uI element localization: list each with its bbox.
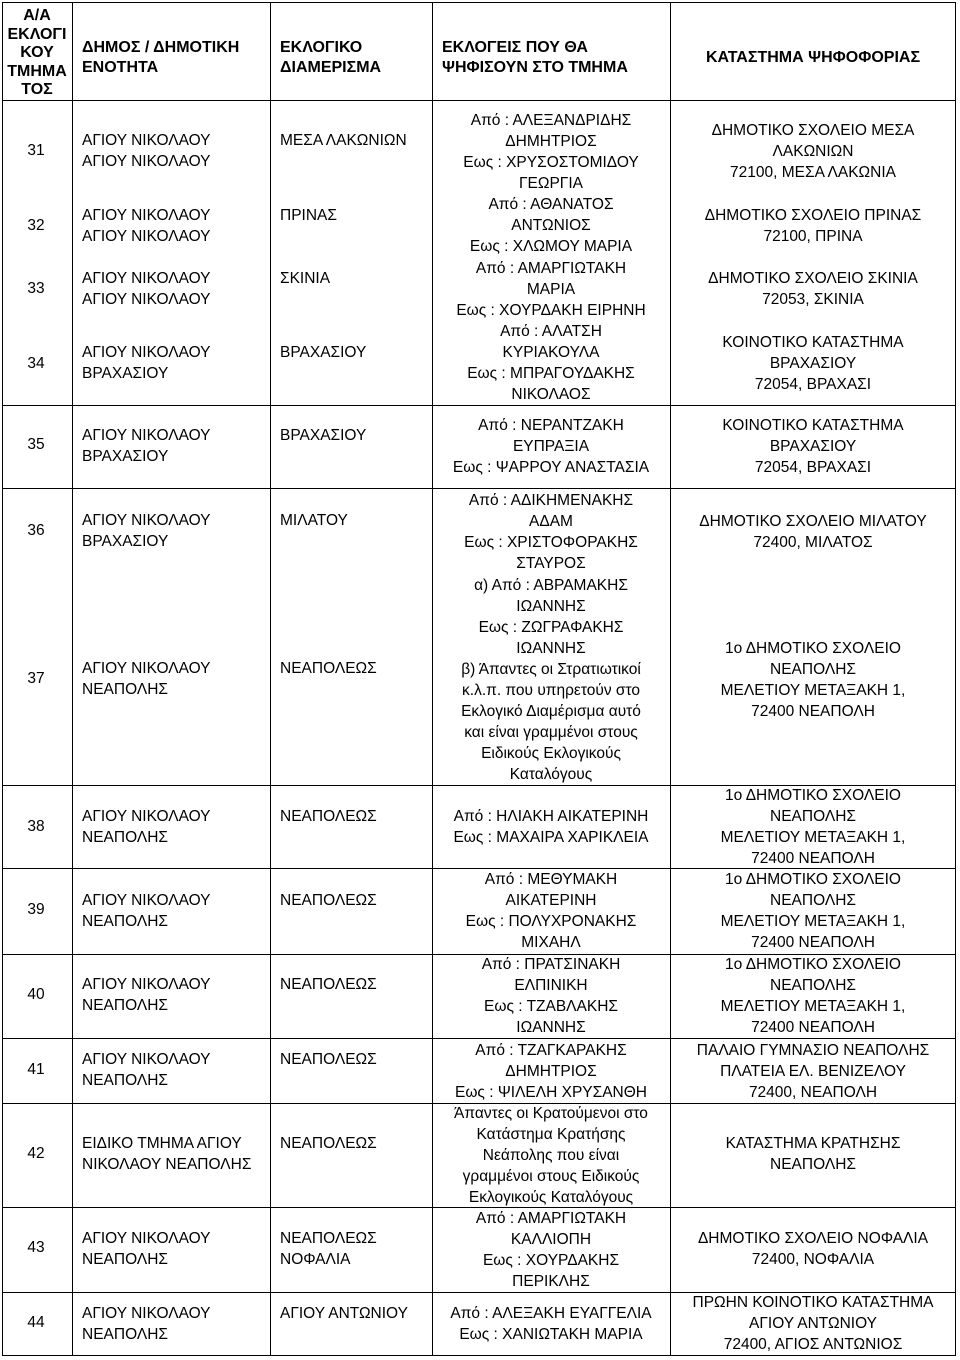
- row-number: 38: [27, 818, 45, 835]
- municipality-cell: ΑΓΙΟΥ ΝΙΚΟΛΑΟΥ ΑΓΙΟΥ ΝΙΚΟΛΑΟΥ: [82, 270, 211, 308]
- district-cell: ΝΕΑΠΟΛΕΩΣ: [280, 976, 377, 993]
- municipality-cell: ΑΓΙΟΥ ΝΙΚΟΛΑΟΥ ΝΕΑΠΟΛΗΣ: [82, 1305, 211, 1343]
- polling-station-cell: ΚΟΙΝΟΤΙΚΟ ΚΑΤΑΣΤΗΜΑ ΒΡΑΧΑΣΙΟΥ 72054, ΒΡΑΧΑΣΙ: [722, 417, 904, 476]
- voters-cell: Άπαντες οι Κρατούμενοι στο Κατάστημα Κρατήσης Νεάπολης που είναι γραμμένοι στους Ειδικούς Εκλογικούς Καταλόγους: [454, 1105, 648, 1206]
- municipality-cell: ΑΓΙΟΥ ΝΙΚΟΛΑΟΥ ΝΕΑΠΟΛΗΣ: [82, 1051, 211, 1089]
- voters-cell: Από : ΑΛΕΞΑΚΗ ΕΥΑΓΓΕΛΙΑ Εως : ΧΑΝΙΩΤΑΚΗ ΜΑΡΙΑ: [450, 1305, 652, 1343]
- row-number: 33: [27, 280, 45, 297]
- voters-cell: Από : ΑΛΑΤΣΗ ΚΥΡΙΑΚΟΥΛΑ Εως : ΜΠΡΑΓΟΥΔΑΚΗΣ ΝΙΚΟΛΑΟΣ: [467, 323, 635, 403]
- polling-station-cell: 1ο ΔΗΜΟΤΙΚΟ ΣΧΟΛΕΙΟ ΝΕΑΠΟΛΗΣ ΜΕΛΕΤΙΟΥ ΜΕΤΑΞΑΚΗ 1, 72400 ΝΕΑΠΟΛΗ: [720, 871, 906, 951]
- column-divider: [432, 2, 433, 1356]
- district-cell: ΝΕΑΠΟΛΕΩΣ: [280, 892, 377, 909]
- municipality-cell: ΑΓΙΟΥ ΝΙΚΟΛΑΟΥ ΑΓΙΟΥ ΝΙΚΟΛΑΟΥ: [82, 132, 211, 170]
- district-cell: ΝΕΑΠΟΛΕΩΣ: [280, 1135, 377, 1152]
- column-divider: [670, 2, 671, 1356]
- district-cell: ΒΡΑΧΑΣΙΟΥ: [280, 427, 367, 444]
- municipality-cell: ΑΓΙΟΥ ΝΙΚΟΛΑΟΥ ΝΕΑΠΟΛΗΣ: [82, 660, 211, 698]
- polling-station-cell: 1ο ΔΗΜΟΤΙΚΟ ΣΧΟΛΕΙΟ ΝΕΑΠΟΛΗΣ ΜΕΛΕΤΙΟΥ ΜΕΤΑΞΑΚΗ 1, 72400 ΝΕΑΠΟΛΗ: [720, 956, 906, 1036]
- row-number: 37: [27, 670, 45, 687]
- row-number: 36: [27, 522, 45, 539]
- row-number: 39: [27, 901, 45, 918]
- voters-cell: Από : ΑΔΙΚΗΜΕΝΑΚΗΣ ΑΔΑΜ Εως : ΧΡΙΣΤΟΦΟΡΑΚΗΣ ΣΤΑΥΡΟΣ: [464, 492, 638, 572]
- row-number: 42: [27, 1145, 45, 1162]
- row-number: 32: [27, 217, 45, 234]
- district-cell: ΝΕΑΠΟΛΕΩΣ ΝΟΦΑΛΙΑ: [280, 1230, 377, 1268]
- header-polling-station: ΚΑΤΑΣΤΗΜΑ ΨΗΦΟΦΟΡΙΑΣ: [705, 49, 921, 66]
- district-cell: ΜΕΣΑ ΛΑΚΩΝΙΩΝ: [280, 132, 407, 149]
- municipality-cell: ΕΙΔΙΚΟ ΤΜΗΜΑ ΑΓΙΟΥ ΝΙΚΟΛΑΟΥ ΝΕΑΠΟΛΗΣ: [82, 1135, 252, 1173]
- voters-cell: Από : ΝΕΡΑΝΤΖΑΚΗ ΕΥΠΡΑΞΙΑ Εως : ΨΑΡΡΟΥ ΑΝΑΣΤΑΣΙΑ: [452, 417, 650, 476]
- row-number: 31: [27, 142, 45, 159]
- header-voters: ΕΚΛΟΓΕΙΣ ΠΟΥ ΘΑ ΨΗΦΙΣΟΥΝ ΣΤΟ ΤΜΗΜΑ: [442, 39, 628, 76]
- district-cell: ΠΡΙΝΑΣ: [280, 207, 337, 224]
- voters-cell: Από : ΜΕΘΥΜΑΚΗ ΑΙΚΑΤΕΡΙΝΗ Εως : ΠΟΛΥΧΡΟΝΑΚΗΣ ΜΙΧΑΗΛ: [465, 871, 637, 951]
- district-cell: ΝΕΑΠΟΛΕΩΣ: [280, 660, 377, 677]
- district-cell: ΑΓΙΟΥ ΑΝΤΩΝΙΟΥ: [280, 1305, 408, 1322]
- polling-station-cell: ΔΗΜΟΤΙΚΟ ΣΧΟΛΕΙΟ ΜΕΣΑ ΛΑΚΩΝΙΩΝ 72100, ΜΕΣΑ ΛΑΚΩΝΙΑ: [711, 122, 915, 181]
- district-cell: ΝΕΑΠΟΛΕΩΣ: [280, 808, 377, 825]
- municipality-cell: ΑΓΙΟΥ ΝΙΚΟΛΑΟΥ ΒΡΑΧΑΣΙΟΥ: [82, 427, 211, 465]
- polling-station-cell: ΠΡΩΗΝ ΚΟΙΝΟΤΙΚΟ ΚΑΤΑΣΤΗΜΑ ΑΓΙΟΥ ΑΝΤΩΝΙΟΥ 72400, ΑΓΙΟΣ ΑΝΤΩΝΙΟΣ: [692, 1294, 934, 1353]
- voters-cell: Από : ΠΡΑΤΣΙΝΑΚΗ ΕΛΠΙΝΙΚΗ Εως : ΤΖΑΒΛΑΚΗΣ ΙΩΑΝΝΗΣ: [481, 956, 621, 1036]
- row-number: 40: [27, 986, 45, 1003]
- voters-cell: Από : ΤΖΑΓΚΑΡΑΚΗΣ ΔΗΜΗΤΡΙΟΣ Εως : ΨΙΛΕΛΗ ΧΡΥΣΑΝΘΗ: [454, 1042, 647, 1101]
- voters-cell: Από : ΑΜΑΡΓΙΩΤΑΚΗ ΜΑΡΙΑ Εως : ΧΟΥΡΔΑΚΗ ΕΙΡΗΝΗ: [456, 260, 646, 319]
- row-number: 35: [27, 436, 45, 453]
- voters-cell: Από : ΑΘΑΝΑΤΟΣ ΑΝΤΩΝΙΟΣ Εως : ΧΛΩΜΟΥ ΜΑΡΙΑ: [469, 196, 633, 255]
- column-divider: [72, 2, 73, 1356]
- row-number: 44: [27, 1314, 45, 1331]
- municipality-cell: ΑΓΙΟΥ ΝΙΚΟΛΑΟΥ ΑΓΙΟΥ ΝΙΚΟΛΑΟΥ: [82, 207, 211, 245]
- row-number: 41: [27, 1061, 45, 1078]
- voters-cell: Από : ΗΛΙΑΚΗ ΑΙΚΑΤΕΡΙΝΗ Εως : ΜΑΧΑΙΡΑ ΧΑΡΙΚΛΕΙΑ: [453, 808, 649, 846]
- row-number: 34: [27, 355, 45, 372]
- municipality-cell: ΑΓΙΟΥ ΝΙΚΟΛΑΟΥ ΝΕΑΠΟΛΗΣ: [82, 808, 211, 846]
- polling-station-cell: ΠΑΛΑΙΟ ΓΥΜΝΑΣΙΟ ΝΕΑΠΟΛΗΣ ΠΛΑΤΕΙΑ ΕΛ. ΒΕΝΙΖΕΛΟΥ 72400, ΝΕΑΠΟΛΗ: [696, 1042, 930, 1101]
- row-divider: [2, 1038, 956, 1039]
- polling-station-cell: 1ο ΔΗΜΟΤΙΚΟ ΣΧΟΛΕΙΟ ΝΕΑΠΟΛΗΣ ΜΕΛΕΤΙΟΥ ΜΕΤΑΞΑΚΗ 1, 72400 ΝΕΑΠΟΛΗ: [720, 640, 906, 720]
- polling-station-cell: ΔΗΜΟΤΙΚΟ ΣΧΟΛΕΙΟ ΝΟΦΑΛΙΑ 72400, ΝΟΦΑΛΙΑ: [697, 1230, 929, 1268]
- header-district: ΕΚΛΟΓΙΚΟ ΔΙΑΜΕΡΙΣΜΑ: [280, 39, 382, 76]
- polling-station-cell: ΔΗΜΟΤΙΚΟ ΣΧΟΛΕΙΟ ΜΙΛΑΤΟΥ 72400, ΜΙΛΑΤΟΣ: [699, 513, 927, 551]
- polling-station-cell: ΚΑΤΑΣΤΗΜΑ ΚΡΑΤΗΣΗΣ ΝΕΑΠΟΛΗΣ: [725, 1135, 901, 1173]
- municipality-cell: ΑΓΙΟΥ ΝΙΚΟΛΑΟΥ ΝΕΑΠΟΛΗΣ: [82, 1230, 211, 1268]
- voters-cell: Από : ΑΜΑΡΓΙΩΤΑΚΗ ΚΑΛΛΙΟΠΗ Εως : ΧΟΥΡΔΑΚΗΣ ΠΕΡΙΚΛΗΣ: [475, 1210, 627, 1290]
- row-number: 43: [27, 1239, 45, 1256]
- district-cell: ΣΚΙΝΙΑ: [280, 270, 331, 287]
- row-divider: [2, 488, 956, 489]
- district-cell: ΜΙΛΑΤΟΥ: [280, 512, 348, 529]
- polling-station-cell: ΚΟΙΝΟΤΙΚΟ ΚΑΤΑΣΤΗΜΑ ΒΡΑΧΑΣΙΟΥ 72054, ΒΡΑΧΑΣΙ: [722, 334, 904, 393]
- polling-station-cell: ΔΗΜΟΤΙΚΟ ΣΧΟΛΕΙΟ ΠΡΙΝΑΣ 72100, ΠΡΙΝΑ: [704, 207, 922, 245]
- voters-cell: α) Από : ΑΒΡΑΜΑΚΗΣ ΙΩΑΝΝΗΣ Εως : ΖΩΓΡΑΦΑΚΗΣ ΙΩΑΝΝΗΣ β) Άπαντες οι Στρατιωτικοί κ.λ.π. που υπηρετούν στο Εκλογικό Διαμέρισμα αυτό και είναι γραμμένοι στους Ειδικούς Εκλογικούς Καταλόγους: [461, 577, 641, 783]
- voters-cell: Από : ΑΛΕΞΑΝΔΡΙΔΗΣ ΔΗΜΗΤΡΙΟΣ Εως : ΧΡΥΣΟΣΤΟΜΙΔΟΥ ΓΕΩΡΓΙΑ: [463, 112, 639, 192]
- column-divider: [270, 2, 271, 1356]
- municipality-cell: ΑΓΙΟΥ ΝΙΚΟΛΑΟΥ ΒΡΑΧΑΣΙΟΥ: [82, 344, 211, 382]
- district-cell: ΝΕΑΠΟΛΕΩΣ: [280, 1051, 377, 1068]
- header-municipality: ΔΗΜΟΣ / ΔΗΜΟΤΙΚΗ ΕΝΟΤΗΤΑ: [82, 39, 240, 76]
- municipality-cell: ΑΓΙΟΥ ΝΙΚΟΛΑΟΥ ΝΕΑΠΟΛΗΣ: [82, 976, 211, 1014]
- municipality-cell: ΑΓΙΟΥ ΝΙΚΟΛΑΟΥ ΒΡΑΧΑΣΙΟΥ: [82, 512, 211, 550]
- polling-station-cell: 1ο ΔΗΜΟΤΙΚΟ ΣΧΟΛΕΙΟ ΝΕΑΠΟΛΗΣ ΜΕΛΕΤΙΟΥ ΜΕΤΑΞΑΚΗ 1, 72400 ΝΕΑΠΟΛΗ: [720, 787, 906, 867]
- municipality-cell: ΑΓΙΟΥ ΝΙΚΟΛΑΟΥ ΝΕΑΠΟΛΗΣ: [82, 892, 211, 930]
- row-divider: [2, 100, 956, 101]
- header-aa: Α/Α ΕΚΛΟΓΙ ΚΟΥ ΤΜΗΜΑ ΤΟΣ: [7, 7, 67, 98]
- district-cell: ΒΡΑΧΑΣΙΟΥ: [280, 344, 367, 361]
- row-divider: [2, 405, 956, 406]
- polling-station-cell: ΔΗΜΟΤΙΚΟ ΣΧΟΛΕΙΟ ΣΚΙΝΙΑ 72053, ΣΚΙΝΙΑ: [708, 270, 918, 308]
